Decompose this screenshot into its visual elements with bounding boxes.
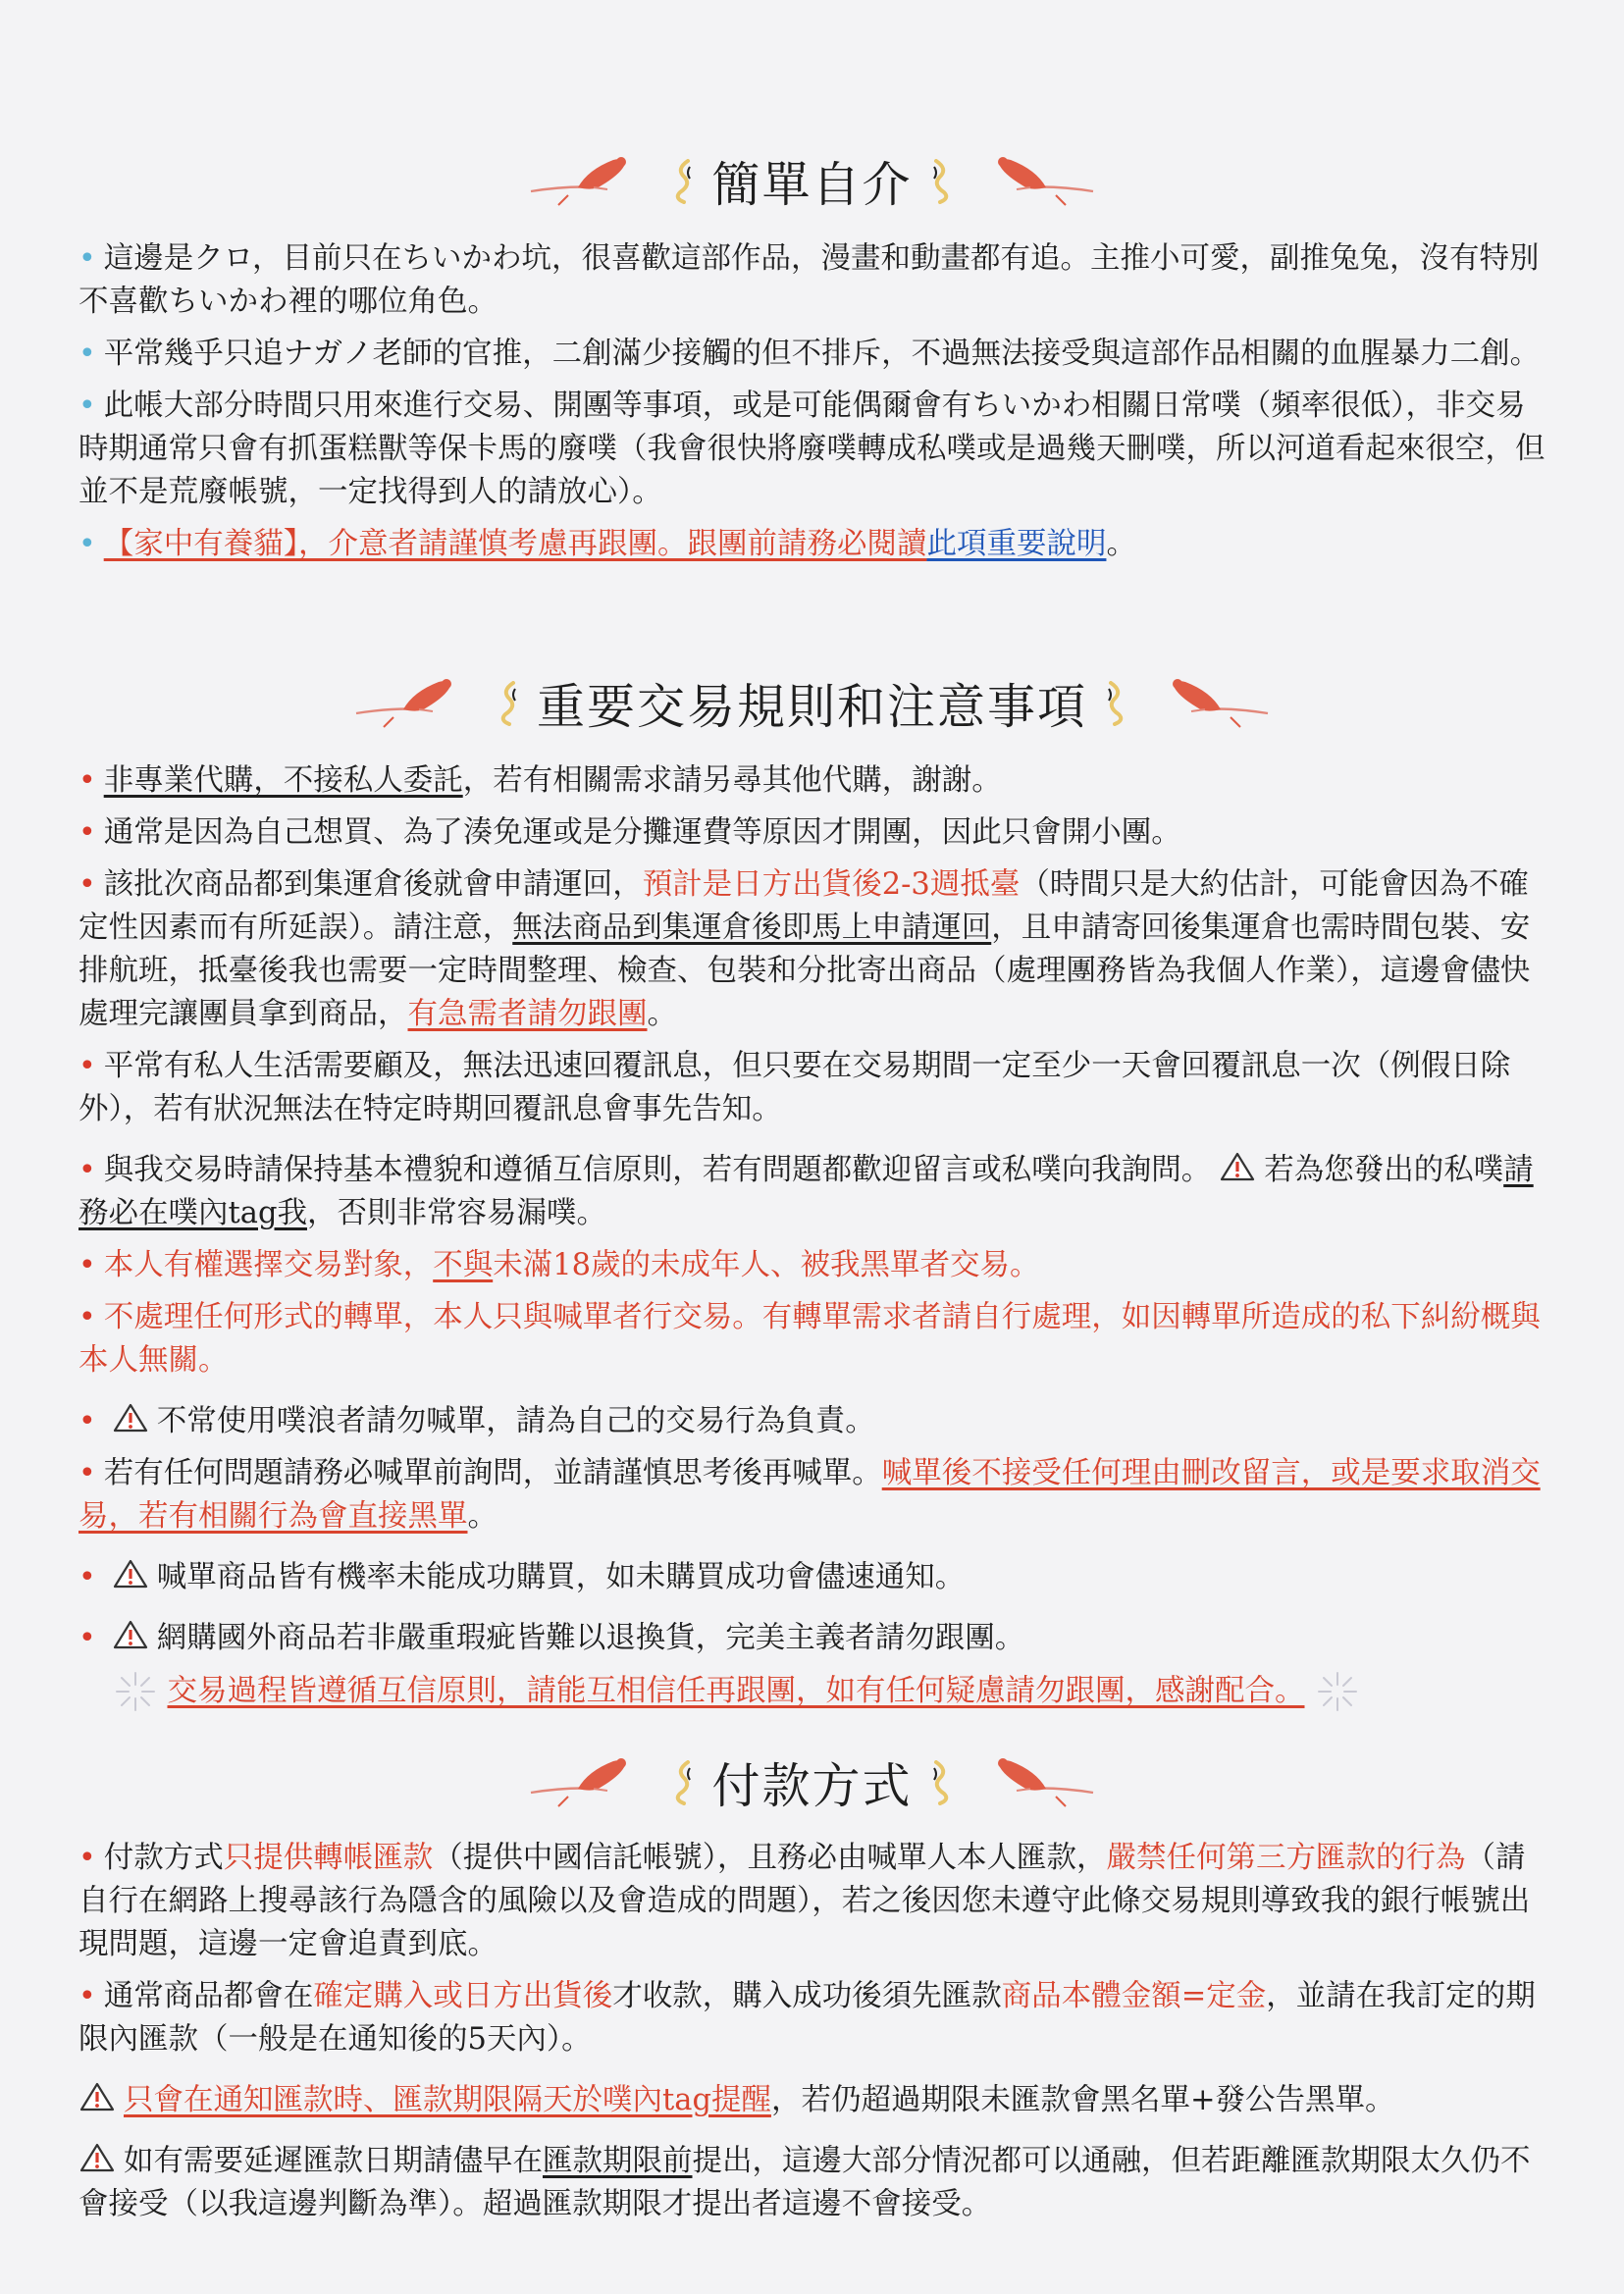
list-item: • 平常有私人生活需要顧及，無法迅速回覆訊息，但只要在交易期間一定至少一天會回覆訊息一次（例假日除外），若有狀況無法在特定時期回覆訊息會事先告知。 [79, 1049, 1511, 1126]
warning-icon [112, 1402, 149, 1434]
sparkle-icon [113, 1669, 158, 1714]
list-item: • 通常是因為自己想買、為了湊免運或是分攤運費等原因才開團，因此只會開小團。 [79, 815, 1181, 850]
bullet: • [79, 1621, 96, 1655]
sparkle-icon [1315, 1669, 1360, 1714]
list-item: • 網購國外商品若非嚴重瑕疵皆難以退換貨，完美主義者請勿跟團。 [79, 1621, 1025, 1655]
list-item: • 該批次商品都到集運倉後就會申請運回，預計是日方出貨後2-3週抵臺（時間只是大約估計，可能會因為不確定性因素而有所延誤）。請注意，無法商品到集運倉後即馬上申請運回，且申請寄回後集運倉也需時間包裝、安排航班，抵臺後我也需要一定時間整理、檢查、包裝和分批寄出商品（處理團務皆為我個人作業），這邊會儘快處理完讓團員拿到商品，有急需者請勿跟團。 [79, 867, 1531, 1031]
payment-block [79, 1837, 1550, 2226]
bullet: • [79, 1841, 96, 1875]
bird-icon [354, 674, 472, 733]
banner-text: 交易過程皆遵循互信原則，請能互相信任再跟團，如有任何疑慮請勿跟團，感謝配合。 [167, 1674, 1305, 1708]
bullet: • [79, 527, 96, 561]
list-item: • 不常使用噗浪者請勿喊單，請為自己的交易行為負責。 [79, 1404, 875, 1438]
list-item: • 平常幾乎只追ナガノ老師的官推，二創滿少接觸的但不排斥，不過無法接受與這部作品相關的血腥暴力二創。 [79, 337, 1541, 371]
ornament-icon [1101, 681, 1126, 726]
list-item: • 非專業代購，不接私人委託，若有相關需求請另尋其他代購，謝謝。 [79, 763, 1002, 798]
section-header-rules [0, 659, 1624, 748]
ornament-icon [498, 681, 523, 726]
ornament-icon [926, 159, 952, 204]
section-header-intro [0, 137, 1624, 226]
bird-icon [1152, 674, 1270, 733]
list-item: • 喊單商品皆有機率未能成功購買，如未購買成功會儘速通知。 [79, 1560, 966, 1594]
bullet: • [79, 1456, 96, 1490]
section-title: 付款方式 [711, 1758, 913, 1814]
section-header-payment [0, 1739, 1624, 1827]
list-item: • 通常商品都會在確定購入或日方出貨後才收款，購入成功後須先匯款商品本體金額=定金，並請在我訂定的期限內匯款（一般是在通知後的5天內）。 [79, 1979, 1536, 2057]
list-item: • 與我交易時請保持基本禮貌和遵循互信原則，若有問題都歡迎留言或私噗向我詢問。 若為您發出的私噗請務必在噗內tag我，否則非常容易漏噗。 [79, 1153, 1534, 1230]
bullet: • [79, 763, 96, 798]
rules-block [79, 759, 1550, 1714]
ornament-icon [926, 1760, 952, 1805]
list-item: • 不處理任何形式的轉單，本人只與喊單者行交易。有轉單需求者請自行處理，如因轉單所造成的私下糾紛概與本人無關。 [79, 1300, 1541, 1378]
bird-icon [977, 1753, 1095, 1812]
bullet: • [79, 1248, 96, 1282]
warning-icon [112, 1619, 149, 1650]
cat-warning-text: 【家中有養貓】，介意者請謹慎考慮再跟團。跟團前請務必閱讀 [103, 527, 927, 561]
bullet: • [79, 1560, 96, 1594]
bullet: • [79, 1049, 96, 1083]
list-item: • 此帳大部分時間只用來進行交易、開團等事項，或是可能偶爾會有ちいかわ相關日常噗（頻率很低），非交易時期通常只會有抓蛋糕獸等保卡馬的廢噗（我會很快將廢噗轉成私噗或是過幾天刪噗，所以河道看起來很空，但並不是荒廢帳號，一定找得到人的請放心）。 [79, 389, 1545, 509]
bullet: • [79, 241, 96, 276]
ornament-icon [672, 159, 698, 204]
bullet: • [79, 1153, 96, 1187]
bullet: • [79, 1300, 96, 1334]
warning-icon [79, 2081, 116, 2112]
list-item: • 付款方式只提供轉帳匯款（提供中國信託帳號），且務必由喊單人本人匯款，嚴禁任何第三方匯款的行為（請自行在網路上搜尋該行為隱含的風險以及會造成的問題），若之後因您未遵守此條交易規則導致我的銀行帳號出現問題，這邊一定會追責到底。 [79, 1841, 1531, 1961]
list-item: • 這邊是クロ，目前只在ちいかわ坑，很喜歡這部作品，漫畫和動畫都有追。主推小可愛，副推兔兔，沒有特別不喜歡ちいかわ裡的哪位角色。 [79, 241, 1540, 319]
warning-icon [79, 2142, 116, 2173]
list-item: • 【家中有養貓】，介意者請謹慎考慮再跟團。跟團前請務必閱讀此項重要說明。 [79, 527, 1136, 561]
list-item: • 本人有權選擇交易對象，不與未滿18歲的未成年人、被我黑單者交易。 [79, 1248, 1040, 1282]
intro-block [79, 237, 1550, 566]
trust-banner [79, 1669, 1393, 1714]
warning-icon [1219, 1151, 1256, 1182]
bullet: • [79, 1404, 96, 1438]
bullet: • [79, 867, 96, 902]
bird-icon [529, 1753, 647, 1812]
bullet: • [79, 337, 96, 371]
bird-icon [529, 152, 647, 211]
section-title: 簡單自介 [711, 157, 913, 213]
section-title: 重要交易規則和注意事項 [536, 679, 1087, 735]
bird-icon [977, 152, 1095, 211]
list-item: 如有需要延遲匯款日期請儘早在匯款期限前提出，這邊大部分情況都可以通融，但若距離匯款期限太久仍不會接受（以我這邊判斷為準）。超過匯款期限才提出者這邊不會接受。 [79, 2144, 1531, 2221]
warning-icon [112, 1558, 149, 1590]
ornament-icon [672, 1760, 698, 1805]
bullet: • [79, 815, 96, 850]
important-notice-link[interactable]: 此項重要說明 [926, 527, 1107, 561]
list-item: • 若有任何問題請務必喊單前詢問，並請謹慎思考後再喊單。喊單後不接受任何理由刪改留言，或是要求取消交易，若有相關行為會直接黑單。 [79, 1456, 1541, 1534]
bullet: • [79, 1979, 96, 2013]
bullet: • [79, 389, 96, 423]
list-item: 只會在通知匯款時、匯款期限隔天於噗內tag提醒，若仍超過期限未匯款會黑名單+發公告黑單。 [79, 2079, 1550, 2122]
